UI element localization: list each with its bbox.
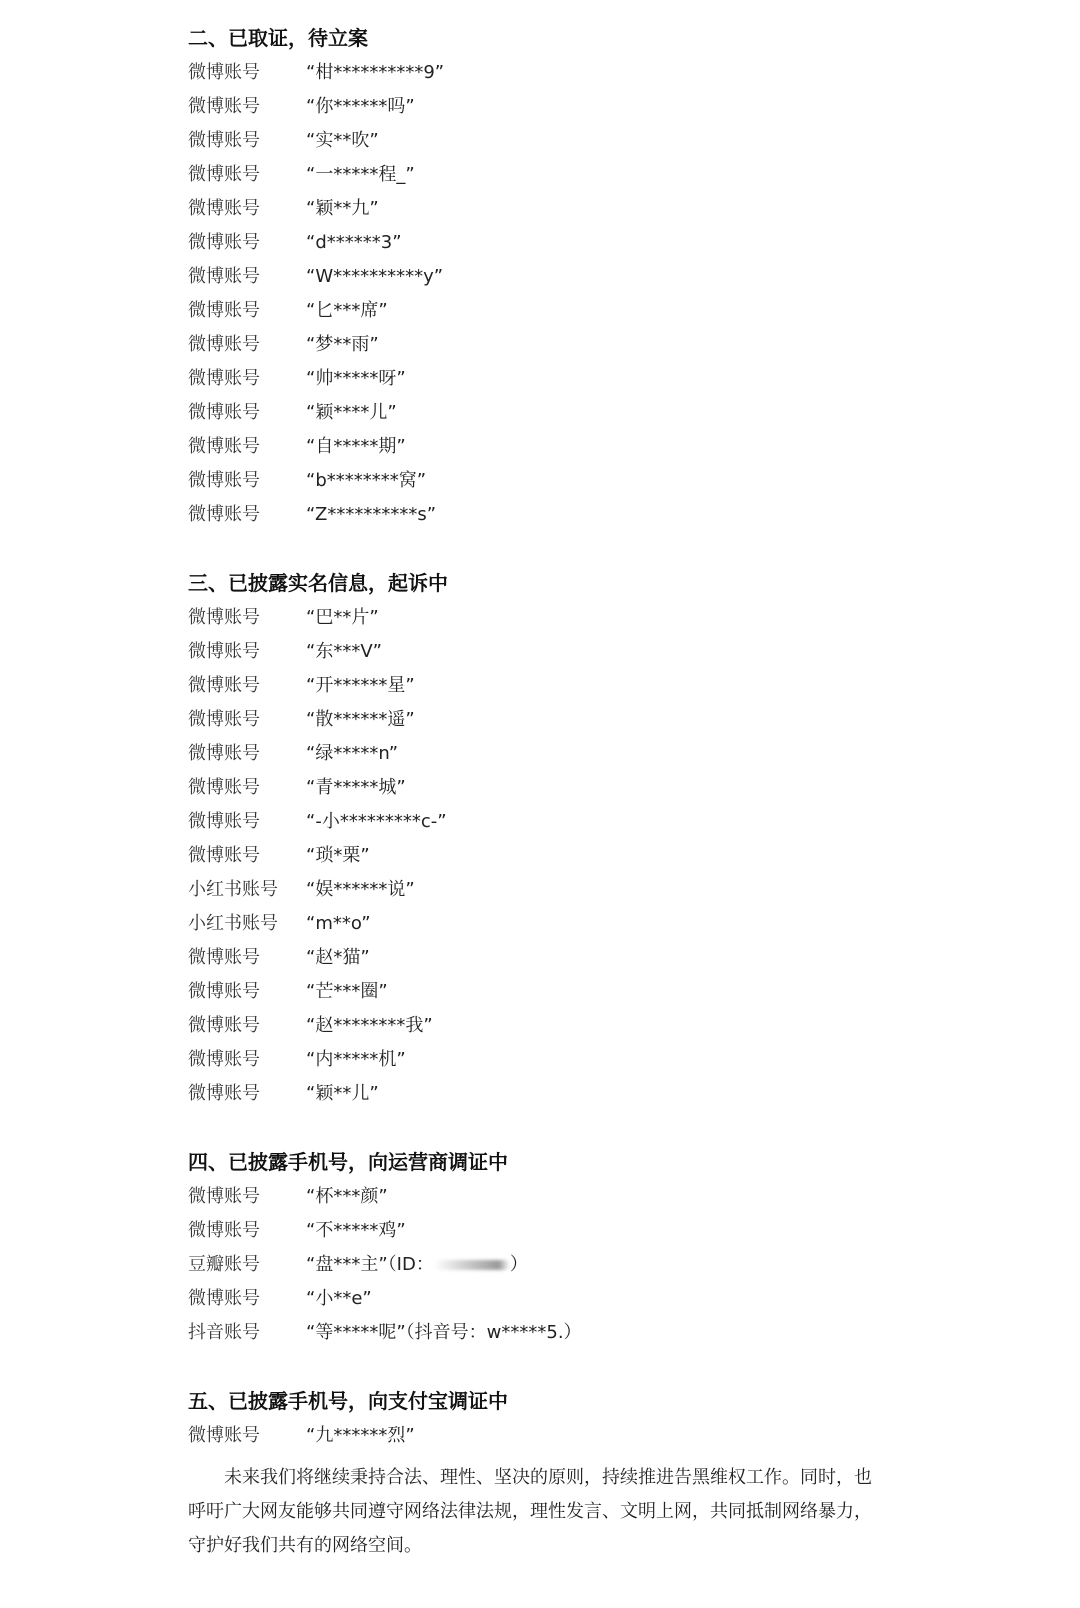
platform-label: 豆瓣账号 xyxy=(188,1254,260,1275)
account-name xyxy=(306,1282,372,1316)
account-list xyxy=(188,1419,908,1453)
account-handle: “散******遥” xyxy=(306,709,415,730)
account-handle: “b********窝” xyxy=(306,470,427,491)
account-name xyxy=(306,703,415,737)
account-row xyxy=(188,192,908,226)
account-row xyxy=(188,294,908,328)
account-handle: “-小*********c-” xyxy=(306,811,447,832)
section-phone-carrier xyxy=(188,1144,908,1350)
account-name xyxy=(306,124,379,158)
platform-label: 微博账号 xyxy=(188,232,260,253)
account-row xyxy=(188,464,908,498)
account-name xyxy=(306,498,436,532)
account-handle: “芒***圈” xyxy=(306,981,388,1002)
account-row xyxy=(188,124,908,158)
platform-label: 微博账号 xyxy=(188,504,260,525)
platform-label: 微博账号 xyxy=(188,1186,260,1207)
account-name xyxy=(306,1316,582,1350)
account-handle: “开******星” xyxy=(306,675,415,696)
account-row xyxy=(188,839,908,873)
account-handle: “自*****期” xyxy=(306,436,406,457)
platform-label: 微博账号 xyxy=(188,641,260,662)
account-list xyxy=(188,56,908,532)
platform-label: 微博账号 xyxy=(188,198,260,219)
platform-label: 微博账号 xyxy=(188,981,260,1002)
redacted-id-blur xyxy=(434,1260,510,1270)
account-row xyxy=(188,907,908,941)
account-handle: “你******吗” xyxy=(306,96,415,117)
account-row xyxy=(188,498,908,532)
account-row xyxy=(188,1043,908,1077)
account-row xyxy=(188,1180,908,1214)
platform-label: 微博账号 xyxy=(188,368,260,389)
account-row xyxy=(188,1248,908,1282)
platform-label: 小红书账号 xyxy=(188,879,278,900)
account-handle: “绿*****n” xyxy=(306,743,399,764)
platform-label: 微博账号 xyxy=(188,1083,260,1104)
account-row xyxy=(188,226,908,260)
account-row xyxy=(188,90,908,124)
account-name xyxy=(306,805,447,839)
account-name xyxy=(306,328,379,362)
account-handle: “赵********我” xyxy=(306,1015,433,1036)
account-note-prefix: （ID： xyxy=(387,1254,434,1275)
document-body xyxy=(188,20,908,1581)
closing-paragraph: 未来我们将继续秉持合法、理性、坚决的原则，持续推进告黑维权工作。同时，也呼吁广大网友能够共同遵守网络法律法规，理性发言、文明上网，共同抵制网络暴力，守护好我们共有的网络空间。 xyxy=(188,1467,872,1556)
section-heading: 三、已披露实名信息，起诉中 xyxy=(188,571,448,595)
account-handle: “琐*栗” xyxy=(306,845,370,866)
section-heading: 四、已披露手机号，向运营商调证中 xyxy=(188,1150,508,1174)
account-note-suffix: ） xyxy=(509,1254,528,1275)
platform-label: 微博账号 xyxy=(188,1049,260,1070)
account-handle: “娱******说” xyxy=(306,879,415,900)
account-row xyxy=(188,1214,908,1248)
account-list xyxy=(188,1180,908,1350)
account-name xyxy=(306,1009,433,1043)
account-handle: “颖****儿” xyxy=(306,402,397,423)
platform-label: 抖音账号 xyxy=(188,1322,260,1343)
account-name xyxy=(306,56,444,90)
account-name xyxy=(306,192,379,226)
account-handle: “不*****鸡” xyxy=(306,1220,406,1241)
account-handle: “盘***主” xyxy=(306,1254,388,1275)
platform-label: 微博账号 xyxy=(188,709,260,730)
account-row xyxy=(188,635,908,669)
platform-label: 微博账号 xyxy=(188,743,260,764)
platform-label: 微博账号 xyxy=(188,845,260,866)
account-row xyxy=(188,669,908,703)
platform-label: 微博账号 xyxy=(188,675,260,696)
account-handle: “柑**********9” xyxy=(306,62,445,83)
account-name xyxy=(306,294,388,328)
account-row xyxy=(188,1077,908,1111)
account-row xyxy=(188,1316,908,1350)
account-handle: “m**o” xyxy=(306,913,371,934)
account-name xyxy=(306,1248,528,1282)
account-row xyxy=(188,430,908,464)
account-handle: “匕***席” xyxy=(306,300,388,321)
section-realname-lawsuit xyxy=(188,565,908,1111)
platform-label: 微博账号 xyxy=(188,947,260,968)
account-handle: “青*****城” xyxy=(306,777,406,798)
account-handle: “一*****程_” xyxy=(306,164,415,185)
account-name xyxy=(306,90,415,124)
platform-label: 微博账号 xyxy=(188,811,260,832)
account-name xyxy=(306,601,379,635)
account-handle: “颖**儿” xyxy=(306,1083,379,1104)
platform-label: 微博账号 xyxy=(188,470,260,491)
account-handle: “d******3” xyxy=(306,232,402,253)
account-name xyxy=(306,635,382,669)
account-row xyxy=(188,56,908,90)
account-name xyxy=(306,941,370,975)
platform-label: 小红书账号 xyxy=(188,913,278,934)
account-handle: “巴**片” xyxy=(306,607,379,628)
account-row xyxy=(188,396,908,430)
account-row xyxy=(188,941,908,975)
account-row xyxy=(188,1009,908,1043)
account-name xyxy=(306,396,397,430)
platform-label: 微博账号 xyxy=(188,266,260,287)
account-name xyxy=(306,260,443,294)
platform-label: 微博账号 xyxy=(188,334,260,355)
platform-label: 微博账号 xyxy=(188,164,260,185)
account-name xyxy=(306,226,402,260)
account-name xyxy=(306,1214,406,1248)
platform-label: 微博账号 xyxy=(188,1220,260,1241)
account-name xyxy=(306,1077,379,1111)
platform-label: 微博账号 xyxy=(188,777,260,798)
account-row xyxy=(188,805,908,839)
platform-label: 微博账号 xyxy=(188,607,260,628)
account-row xyxy=(188,601,908,635)
account-handle: “九******烈” xyxy=(306,1425,415,1446)
account-name xyxy=(306,158,415,192)
account-row xyxy=(188,158,908,192)
account-name xyxy=(306,464,426,498)
account-handle: “等*****呢” xyxy=(306,1322,406,1343)
account-handle: “内*****机” xyxy=(306,1049,406,1070)
account-name xyxy=(306,873,415,907)
account-handle: “颖**九” xyxy=(306,198,379,219)
account-name xyxy=(306,362,406,396)
platform-label: 微博账号 xyxy=(188,1425,260,1446)
account-row xyxy=(188,260,908,294)
account-handle: “赵*猫” xyxy=(306,947,370,968)
account-name xyxy=(306,430,406,464)
platform-label: 微博账号 xyxy=(188,1288,260,1309)
account-row xyxy=(188,771,908,805)
platform-label: 微博账号 xyxy=(188,62,260,83)
account-row xyxy=(188,328,908,362)
platform-label: 微博账号 xyxy=(188,300,260,321)
account-handle: “帅*****呀” xyxy=(306,368,406,389)
account-name xyxy=(306,669,415,703)
account-name xyxy=(306,1043,406,1077)
platform-label: 微博账号 xyxy=(188,436,260,457)
account-name xyxy=(306,975,388,1009)
section-verified-pending-case xyxy=(188,20,908,532)
platform-label: 微博账号 xyxy=(188,1015,260,1036)
account-name xyxy=(306,771,406,805)
account-row xyxy=(188,975,908,1009)
account-row xyxy=(188,737,908,771)
account-handle: “实**吹” xyxy=(306,130,379,151)
section-heading: 二、已取证，待立案 xyxy=(188,26,368,50)
account-handle: “W**********y” xyxy=(306,266,444,287)
account-list xyxy=(188,601,908,1111)
account-name xyxy=(306,1419,415,1453)
account-name xyxy=(306,737,398,771)
account-name xyxy=(306,839,370,873)
account-row xyxy=(188,873,908,907)
account-handle: “杯***颜” xyxy=(306,1186,388,1207)
account-note: （抖音号：w*****5.） xyxy=(405,1322,582,1343)
platform-label: 微博账号 xyxy=(188,130,260,151)
account-handle: “东***V” xyxy=(306,641,382,662)
account-name xyxy=(306,907,371,941)
platform-label: 微博账号 xyxy=(188,96,260,117)
account-row xyxy=(188,1282,908,1316)
account-name xyxy=(306,1180,388,1214)
account-handle: “Z**********s” xyxy=(306,504,437,525)
account-handle: “小**e” xyxy=(306,1288,372,1309)
account-handle: “梦**雨” xyxy=(306,334,379,355)
account-row xyxy=(188,703,908,737)
section-phone-alipay xyxy=(188,1383,908,1453)
account-row xyxy=(188,362,908,396)
account-row xyxy=(188,1419,908,1453)
platform-label: 微博账号 xyxy=(188,402,260,423)
section-heading: 五、已披露手机号，向支付宝调证中 xyxy=(188,1389,508,1413)
